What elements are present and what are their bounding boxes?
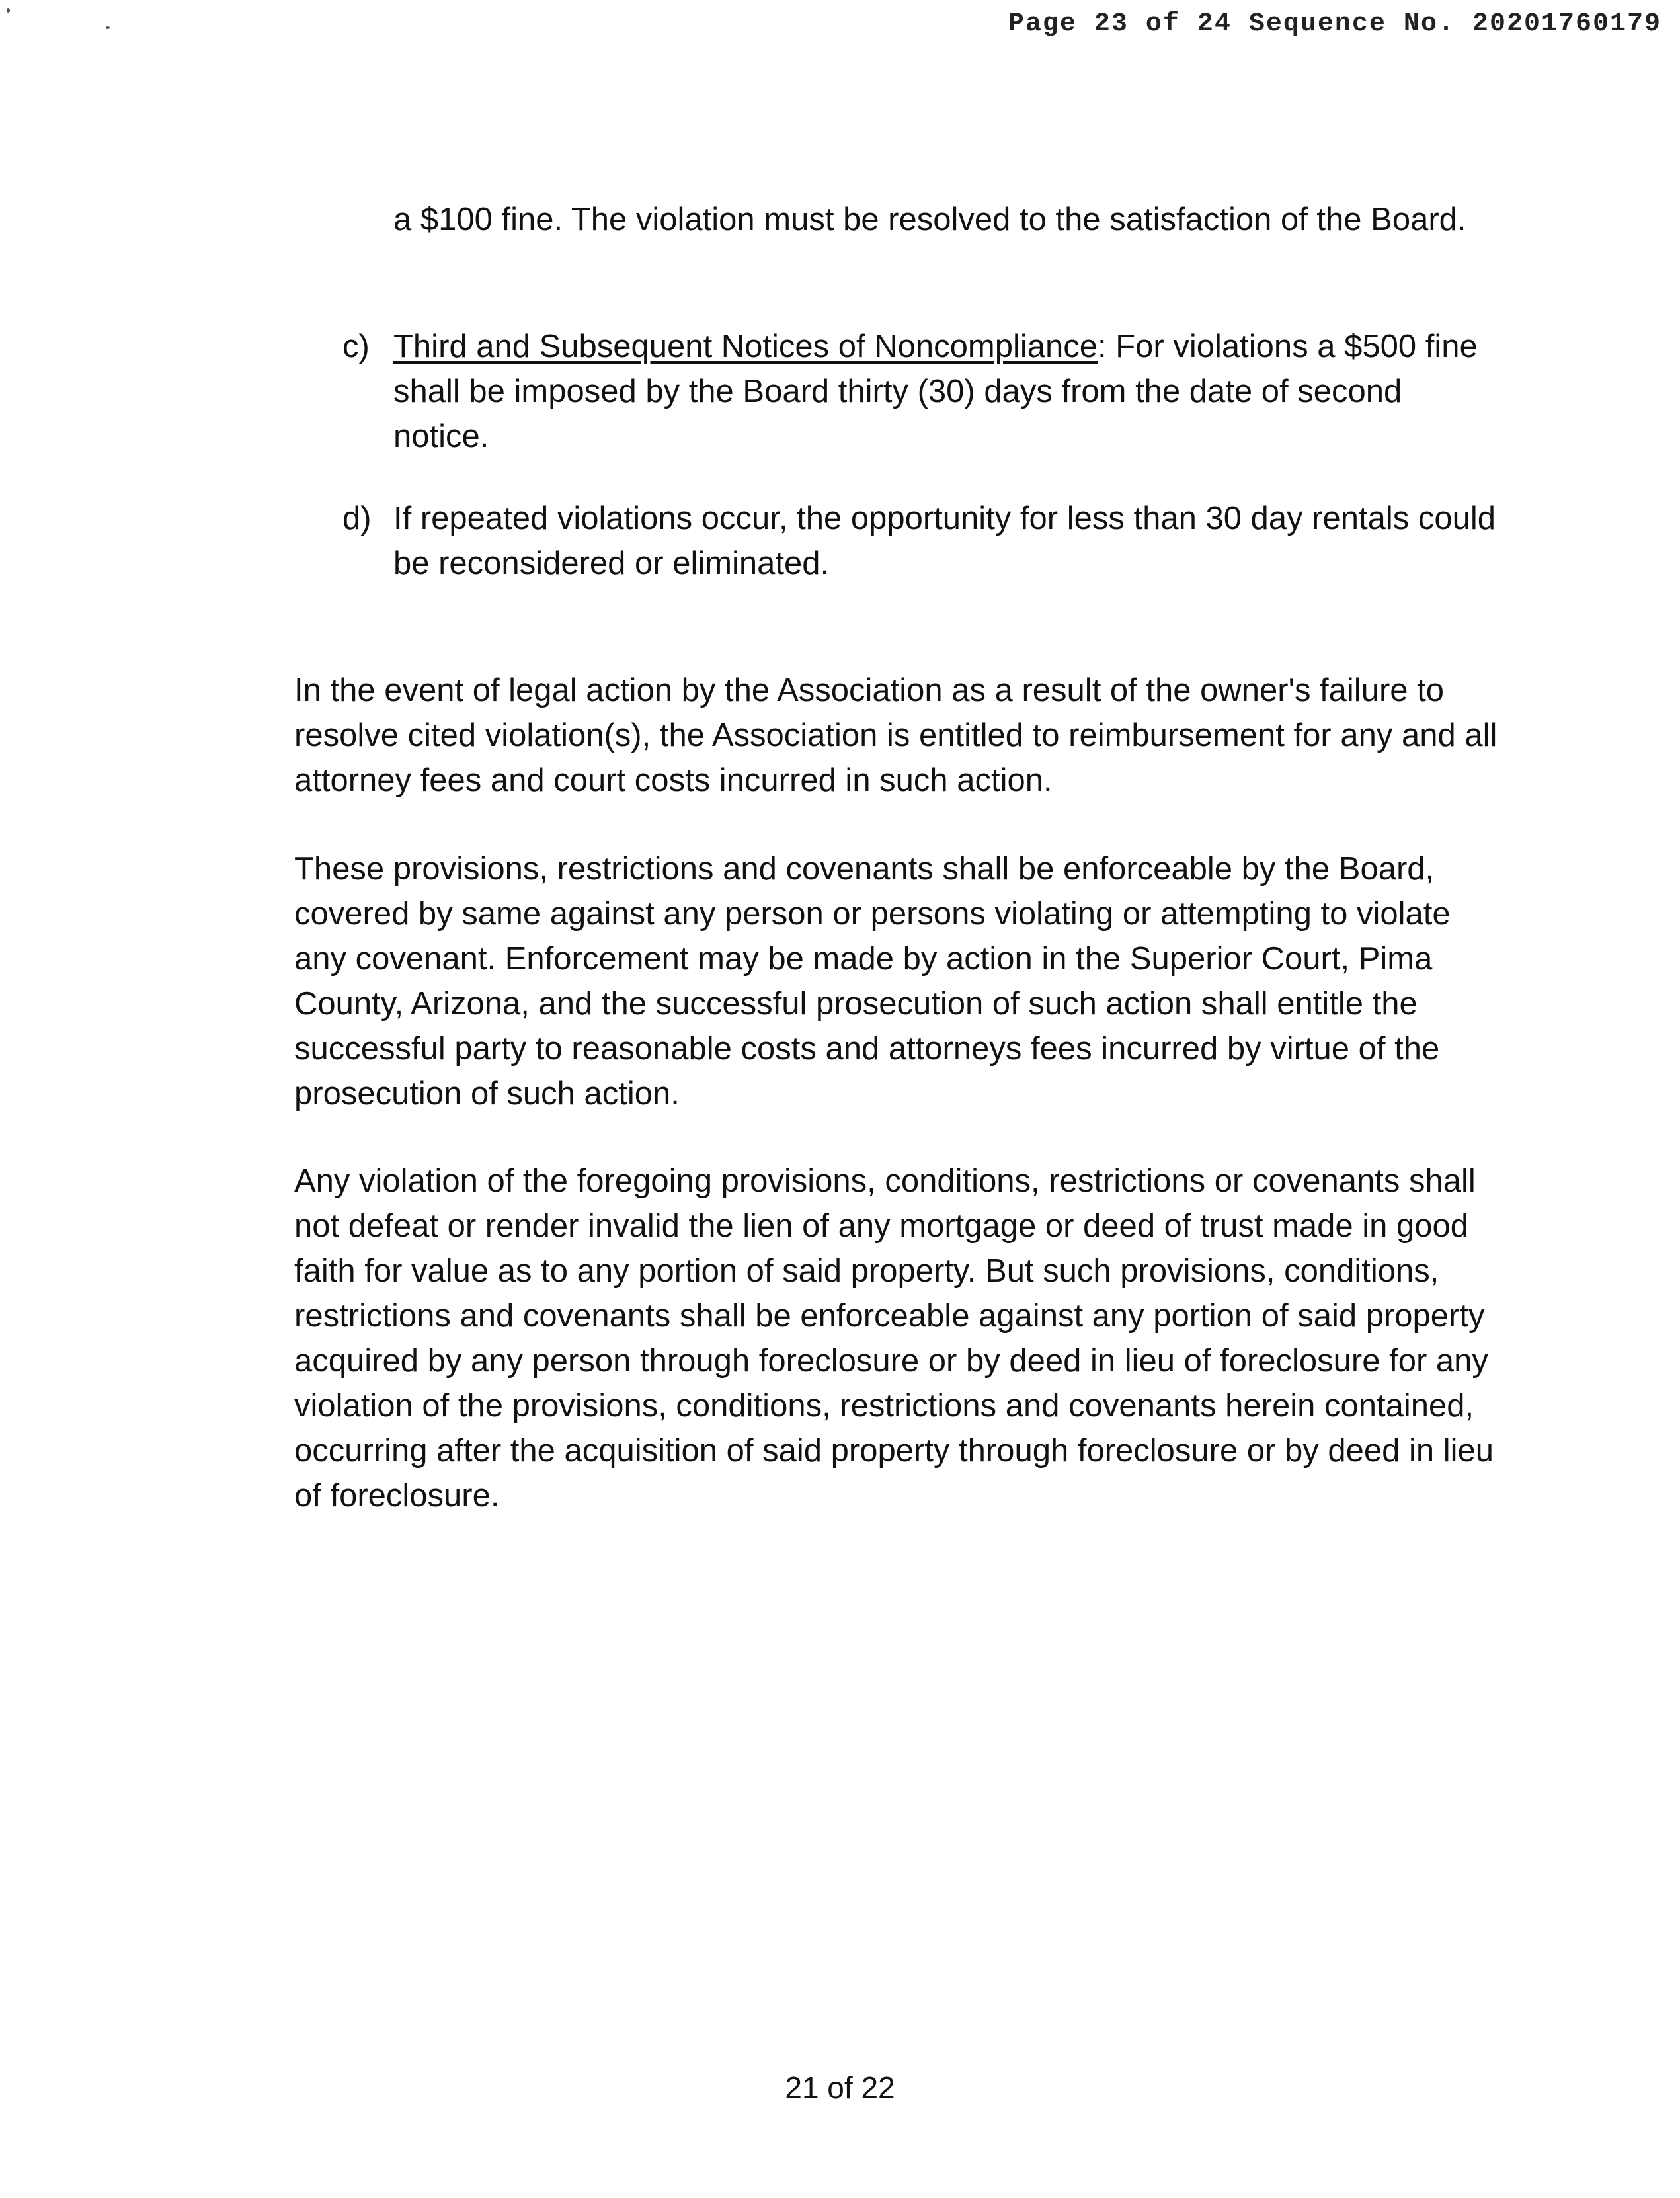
paragraph-enforcement: These provisions, restrictions and covenants shall be enforceable by the Board, covered by same against any person or persons violating or attempting to violate any covenant. Enforcement may be made by action in the Superior Court, Pima County, Arizona, and the successful prosecution of such action shall entitle the successful party to reasonable costs and attorneys fees incurred by virtue of the prosecution of such action. <box>294 851 1451 1112</box>
list-item-content <box>393 496 1506 586</box>
recording-stamp: Page 23 of 24 Sequence No. 20201760179 <box>1008 9 1661 39</box>
scan-speck <box>106 26 110 29</box>
list-item-c <box>342 324 1506 459</box>
list-item-d <box>342 496 1506 586</box>
list-item-text: : For violations a $500 fine shall be imposed by the Board thirty (30) days from the date of second notice. <box>393 329 1478 454</box>
list-item-text: If repeated violations occur, the opportunity for less than 30 day rentals could be reconsidered or eliminated. <box>393 501 1496 581</box>
list-marker: c) <box>342 329 370 364</box>
list-marker: d) <box>342 501 372 536</box>
paragraph-legal-action: In the event of legal action by the Association as a result of the owner's failure to resolve cited violation(s), the Association is entitled to reimbursement for any and all attorney fees and court costs incurred in such action. <box>294 672 1498 798</box>
page-number: 21 of 22 <box>785 2070 895 2105</box>
list-item-title: Third and Subsequent Notices of Noncompliance <box>393 329 1098 364</box>
list-item-content <box>393 324 1506 459</box>
paragraph-mortgage-lien: Any violation of the foregoing provisions, conditions, restrictions or covenants shall not defeat or render invalid the lien of any mortgage or deed of trust made in good faith for value as to any portion of said property. But such provisions, conditions, restrictions and covenants shall be enforceable against any portion of said property acquired by any person through foreclosure or by deed in lieu of foreclosure for any violation of the provisions, conditions, restrictions and covenants herein contained, occurring after the acquisition of said property through foreclosure or by deed in lieu of foreclosure. <box>294 1163 1494 1514</box>
list-continuation: a $100 fine. The violation must be resolved to the satisfaction of the Board. <box>393 202 1466 237</box>
scan-speck <box>7 8 10 13</box>
